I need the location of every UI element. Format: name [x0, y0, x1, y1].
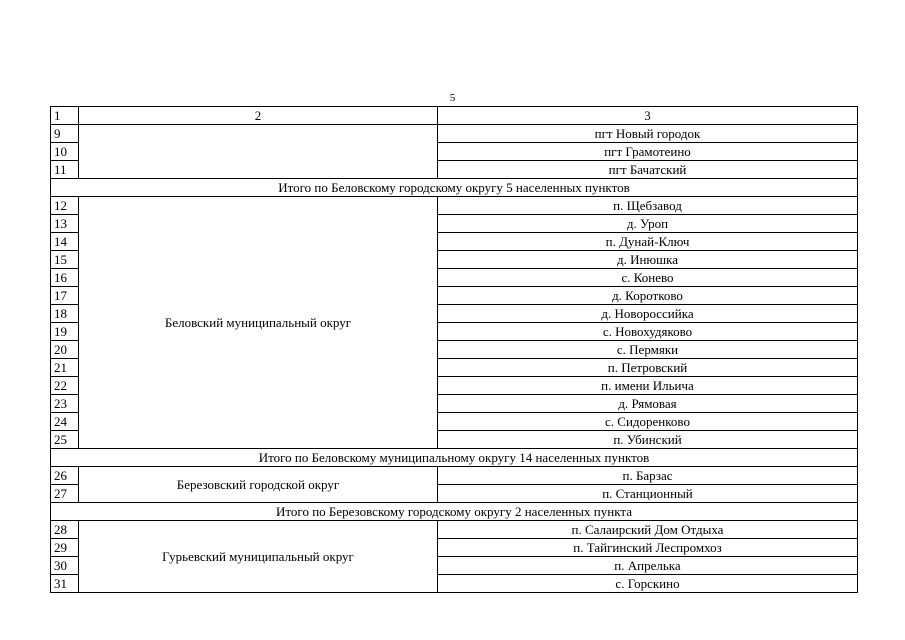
row-number: 29 — [51, 539, 79, 557]
table-row — [51, 125, 858, 143]
settlement-name: п. Барзас — [438, 467, 858, 485]
row-number: 26 — [51, 467, 79, 485]
row-number: 17 — [51, 287, 79, 305]
row-number: 27 — [51, 485, 79, 503]
header-cell-settlement: 3 — [438, 107, 858, 125]
settlement-name: п. Дунай-Ключ — [438, 233, 858, 251]
settlement-name: п. Петровский — [438, 359, 858, 377]
row-number: 18 — [51, 305, 79, 323]
settlement-name: п. Убинский — [438, 431, 858, 449]
settlement-name: п. Салаирский Дом Отдыха — [438, 521, 858, 539]
row-number: 15 — [51, 251, 79, 269]
row-number: 19 — [51, 323, 79, 341]
settlement-name: д. Коротково — [438, 287, 858, 305]
header-cell-number: 1 — [51, 107, 79, 125]
district-name: Беловский муниципальный округ — [79, 197, 438, 449]
row-number: 12 — [51, 197, 79, 215]
settlement-name: п. Тайгинский Леспромхоз — [438, 539, 858, 557]
settlement-name: пгт Новый городок — [438, 125, 858, 143]
row-number: 10 — [51, 143, 79, 161]
row-number: 11 — [51, 161, 79, 179]
settlement-name: пгт Бачатский — [438, 161, 858, 179]
row-number: 31 — [51, 575, 79, 593]
table-body — [51, 107, 858, 593]
row-number: 9 — [51, 125, 79, 143]
settlement-name: с. Горскино — [438, 575, 858, 593]
group-total: Итого по Березовскому городскому округу 2 населенных пункта — [51, 503, 858, 521]
total-row — [51, 179, 858, 197]
settlement-name: п. Апрелька — [438, 557, 858, 575]
row-number: 30 — [51, 557, 79, 575]
table-row — [51, 197, 858, 215]
group-total: Итого по Беловскому городскому округу 5 населенных пунктов — [51, 179, 858, 197]
settlement-name: д. Рямовая — [438, 395, 858, 413]
row-number: 23 — [51, 395, 79, 413]
district-name: Березовский городской округ — [79, 467, 438, 503]
district-name — [79, 125, 438, 179]
district-name: Гурьевский муниципальный округ — [79, 521, 438, 593]
page-number: 5 — [449, 92, 456, 104]
row-number: 20 — [51, 341, 79, 359]
group-total: Итого по Беловскому муниципальному округу 14 населенных пунктов — [51, 449, 858, 467]
total-row — [51, 449, 858, 467]
settlement-name: с. Конево — [438, 269, 858, 287]
header-row — [51, 107, 858, 125]
row-number: 13 — [51, 215, 79, 233]
settlement-name: пгт Грамотеино — [438, 143, 858, 161]
table-row — [51, 467, 858, 485]
settlement-name: с. Новохудяково — [438, 323, 858, 341]
settlement-name: с. Пермяки — [438, 341, 858, 359]
table-row — [51, 521, 858, 539]
row-number: 16 — [51, 269, 79, 287]
total-row — [51, 503, 858, 521]
settlement-name: с. Сидоренково — [438, 413, 858, 431]
settlement-name: п. Щебзавод — [438, 197, 858, 215]
row-number: 28 — [51, 521, 79, 539]
row-number: 14 — [51, 233, 79, 251]
settlement-name: д. Новороссийка — [438, 305, 858, 323]
row-number: 24 — [51, 413, 79, 431]
settlement-name: п. Станционный — [438, 485, 858, 503]
settlement-name: п. имени Ильича — [438, 377, 858, 395]
settlement-name: д. Инюшка — [438, 251, 858, 269]
row-number: 22 — [51, 377, 79, 395]
settlement-name: д. Уроп — [438, 215, 858, 233]
header-cell-district: 2 — [79, 107, 438, 125]
row-number: 21 — [51, 359, 79, 377]
settlements-table — [50, 106, 858, 593]
row-number: 25 — [51, 431, 79, 449]
